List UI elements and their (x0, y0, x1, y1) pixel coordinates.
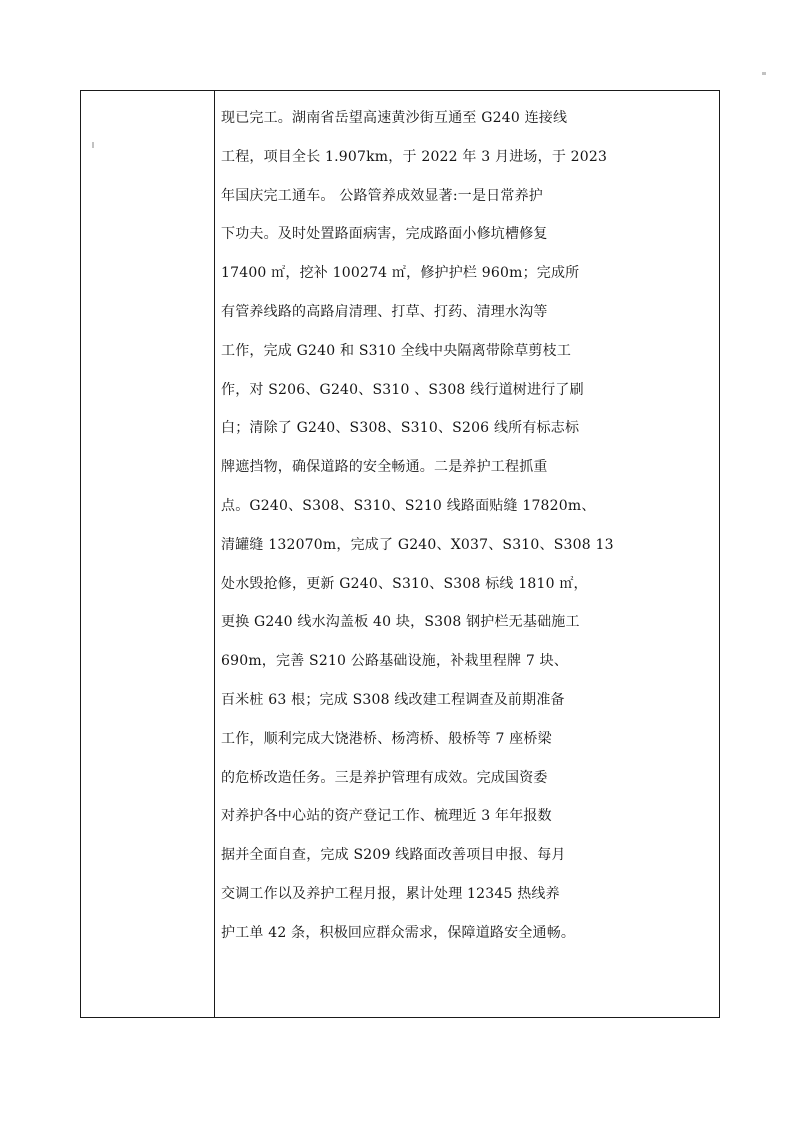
scan-speck (762, 72, 766, 75)
text-line: 牌遮挡物，确保道路的安全畅通。二是养护工程抓重 (221, 459, 548, 476)
text-line: 更换 G240 线水沟盖板 40 块，S308 钢护栏无基础施工 (221, 614, 580, 631)
text-line: 清罐缝 132070m，完成了 G240、X037、S310、S308 13 (221, 536, 614, 553)
text-line: 现已完工。湖南省岳望高速黄沙街互通至 G240 连接线 (221, 110, 568, 126)
table-right-cell (215, 91, 719, 1017)
text-line: 690m，完善 S210 公路基础设施，补栽里程牌 7 块、 (221, 653, 569, 670)
text-line: 对养护各中心站的资产登记工作、梳理近 3 年年报数 (221, 808, 552, 825)
text-line: 工程，项目全长 1.907km，于 2022 年 3 月进场，于 2023 (221, 148, 608, 165)
text-line: 护工单 42 条，积极回应群众需求，保障道路安全通畅。 (221, 924, 576, 941)
text-line: 百米桩 63 根；完成 S308 线改建工程调查及前期准备 (221, 691, 565, 708)
text-line: 有管养线路的高路肩清理、打草、打药、清理水沟等 (221, 303, 548, 320)
text-line: 据并全面自查，完成 S209 线路面改善项目申报、每月 (221, 847, 566, 864)
text-line: 工作，完成 G240 和 S310 全线中央隔离带除草剪枝工 (221, 342, 572, 359)
text-line: 的危桥改造任务。三是养护管理有成效。完成国资委 (221, 769, 548, 786)
text-line: 白；清除了 G240、S308、S310、S206 线所有标志标 (221, 420, 580, 437)
text-line: 17400 ㎡，挖补 100274 ㎡，修护护栏 960m；完成所 (221, 265, 580, 282)
text-line: 点。G240、S308、S310、S210 线路面贴缝 17820m、 (221, 497, 596, 514)
text-line: 工作，顺利完成大饶港桥、杨湾桥、般桥等 7 座桥梁 (221, 730, 552, 747)
text-line: 下功夫。及时处置路面病害，完成路面小修坑槽修复 (221, 226, 548, 243)
table-left-cell (81, 91, 214, 1017)
text-line: 年国庆完工通车。 公路管养成效显著:一是日常养护 (221, 187, 543, 204)
scan-speck (92, 142, 94, 148)
table-frame (80, 90, 720, 1018)
text-line: 作，对 S206、G240、S310 、S308 线行道树进行了刷 (221, 381, 584, 398)
text-line: 交调工作以及养护工程月报，累计处理 12345 热线养 (221, 885, 560, 902)
text-line: 处水毁抢修，更新 G240、S310、S308 标线 1810 ㎡， (221, 575, 588, 592)
body-text (221, 99, 717, 953)
